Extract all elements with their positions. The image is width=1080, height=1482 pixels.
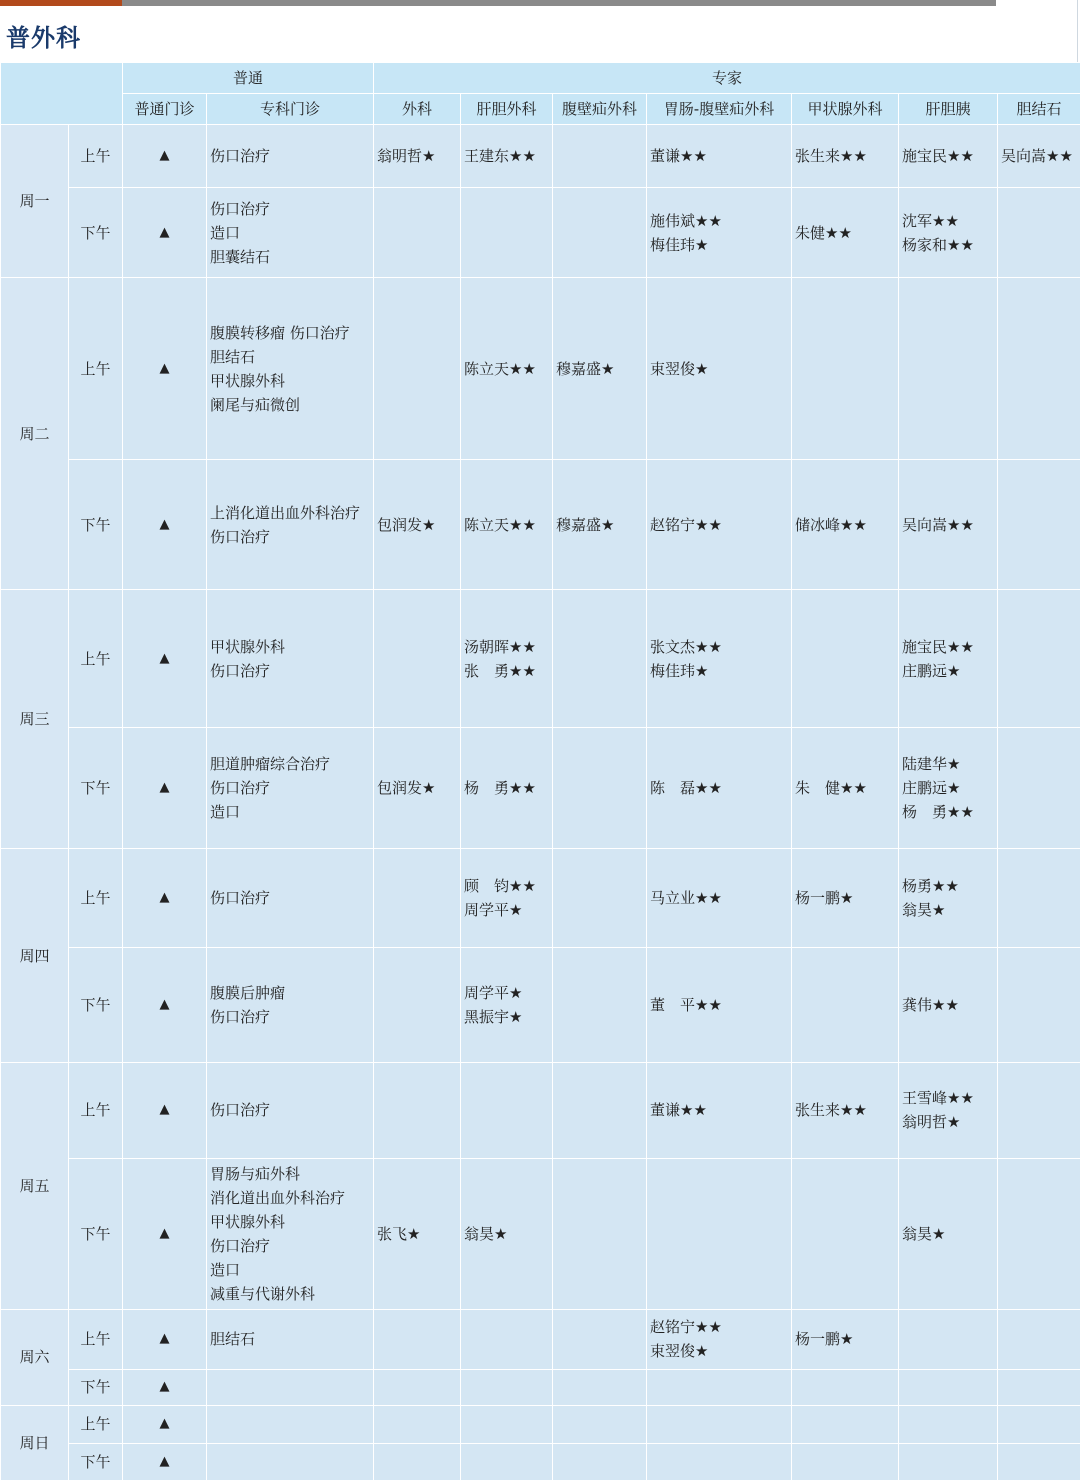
schedule-row [1, 125, 1080, 188]
cell-line: 造口 [210, 803, 241, 822]
general-clinic-marker: ▲ [123, 1309, 207, 1369]
cell-line: 黑振宇★ [464, 1007, 523, 1026]
cell-line: 施宝民★★ [902, 637, 974, 656]
cell-hernia [553, 728, 647, 849]
cell-hepatobiliary [461, 1369, 553, 1405]
cell-gi-hernia [647, 728, 792, 849]
period-label: 下午 [69, 1443, 123, 1480]
cell-hpb [899, 1405, 998, 1443]
cell-line: 杨一鹏★ [795, 1330, 854, 1349]
cell-line: 张文杰★★ [650, 637, 722, 656]
cell-line: 阑尾与疝微创 [210, 395, 301, 414]
cell-hpb [899, 278, 998, 460]
cell-thyroid [792, 1309, 899, 1369]
cell-line: 周学平★ [464, 983, 523, 1002]
general-clinic-marker: ▲ [123, 849, 207, 947]
cell-line: 伤口治疗 [210, 527, 271, 546]
cell-line: 消化道出血外科治疗 [210, 1188, 346, 1207]
cell-line: 杨勇★★ [902, 877, 959, 896]
period-label: 上午 [69, 125, 123, 188]
cell-line: 翁昊★ [464, 1224, 508, 1243]
cell-line: 伤口治疗 [210, 779, 271, 798]
cell-hepatobiliary [461, 1158, 553, 1309]
cell-surgery [374, 1443, 461, 1480]
cell-specialty [207, 849, 374, 947]
schedule-row [1, 1062, 1080, 1158]
header-divider [1077, 0, 1078, 62]
period-label: 上午 [69, 1309, 123, 1369]
cell-hpb [899, 728, 998, 849]
cell-hernia [553, 1443, 647, 1480]
cell-gi-hernia [647, 125, 792, 188]
cell-gallstone [998, 188, 1080, 278]
cell-line: 顾 钧★★ [464, 877, 536, 896]
cell-line: 胆结石 [210, 347, 256, 366]
schedule-table [0, 62, 1080, 1481]
cell-surgery [374, 1309, 461, 1369]
cell-hpb [899, 849, 998, 947]
cell-line: 王雪峰★★ [902, 1089, 974, 1108]
day-label: 周二 [1, 278, 69, 590]
cell-hpb [899, 125, 998, 188]
header-col: 普通门诊 [123, 94, 207, 125]
cell-line: 上消化道出血外科治疗 [210, 503, 361, 522]
cell-line: 汤朝晖★★ [464, 637, 536, 656]
cell-hepatobiliary [461, 947, 553, 1062]
cell-specialty [207, 590, 374, 728]
general-clinic-marker: ▲ [123, 590, 207, 728]
cell-line: 王建东★★ [464, 147, 536, 166]
cell-gi-hernia [647, 947, 792, 1062]
cell-line: 沈军★★ [902, 211, 959, 230]
period-label: 上午 [69, 278, 123, 460]
day-label: 周一 [1, 125, 69, 278]
cell-line: 马立业★★ [650, 889, 722, 908]
cell-hernia [553, 188, 647, 278]
general-clinic-marker: ▲ [123, 1443, 207, 1480]
cell-line: 束翌俊★ [650, 1342, 709, 1361]
general-clinic-marker: ▲ [123, 1405, 207, 1443]
cell-line: 翁昊★ [902, 901, 946, 920]
cell-gallstone [998, 1062, 1080, 1158]
cell-surgery [374, 125, 461, 188]
cell-line: 伤口治疗 [210, 147, 271, 166]
cell-specialty [207, 1158, 374, 1309]
cell-hepatobiliary [461, 1309, 553, 1369]
cell-gi-hernia [647, 1443, 792, 1480]
header-col: 胆结石 [998, 94, 1080, 125]
cell-surgery [374, 188, 461, 278]
cell-thyroid [792, 1369, 899, 1405]
day-label: 周六 [1, 1309, 69, 1405]
schedule-row [1, 728, 1080, 849]
general-clinic-marker: ▲ [123, 728, 207, 849]
cell-specialty [207, 728, 374, 849]
cell-gi-hernia [647, 1309, 792, 1369]
cell-specialty [207, 1369, 374, 1405]
cell-gi-hernia [647, 1062, 792, 1158]
cell-thyroid [792, 947, 899, 1062]
cell-line: 束翌俊★ [650, 359, 709, 378]
cell-line: 张飞★ [377, 1224, 421, 1243]
cell-line: 赵铭宁★★ [650, 515, 722, 534]
cell-line: 胃肠与疝外科 [210, 1164, 301, 1183]
cell-line: 张 勇★★ [464, 661, 536, 680]
cell-thyroid [792, 849, 899, 947]
cell-line: 翁明哲★ [377, 147, 436, 166]
cell-gi-hernia [647, 188, 792, 278]
cell-thyroid [792, 1405, 899, 1443]
cell-gallstone [998, 1443, 1080, 1480]
cell-line: 张生来★★ [795, 147, 867, 166]
cell-gi-hernia [647, 849, 792, 947]
cell-line: 陆建华★ [902, 755, 961, 774]
header-col: 甲状腺外科 [792, 94, 899, 125]
general-clinic-marker: ▲ [123, 125, 207, 188]
header-col: 外科 [374, 94, 461, 125]
header-col: 腹壁疝外科 [553, 94, 647, 125]
period-label: 上午 [69, 1062, 123, 1158]
cell-line: 腹膜后肿瘤 [210, 983, 286, 1002]
period-label: 下午 [69, 947, 123, 1062]
cell-thyroid [792, 125, 899, 188]
cell-line: 杨一鹏★ [795, 889, 854, 908]
cell-hernia [553, 590, 647, 728]
schedule-row [1, 1405, 1080, 1443]
cell-gallstone [998, 849, 1080, 947]
cell-hepatobiliary [461, 278, 553, 460]
cell-gi-hernia [647, 590, 792, 728]
cell-hpb [899, 460, 998, 590]
cell-specialty [207, 278, 374, 460]
cell-line: 穆嘉盛★ [556, 359, 615, 378]
cell-thyroid [792, 278, 899, 460]
cell-thyroid [792, 1062, 899, 1158]
general-clinic-marker: ▲ [123, 1158, 207, 1309]
cell-line: 杨 勇★★ [464, 779, 536, 798]
header-col: 肝胆胰 [899, 94, 998, 125]
cell-hpb [899, 1369, 998, 1405]
cell-gallstone [998, 728, 1080, 849]
cell-specialty [207, 460, 374, 590]
cell-line: 伤口治疗 [210, 1007, 271, 1026]
cell-gallstone [998, 1309, 1080, 1369]
cell-surgery [374, 460, 461, 590]
header-group-expert: 专家 [374, 63, 1080, 94]
cell-line: 造口 [210, 1260, 241, 1279]
period-label: 上午 [69, 590, 123, 728]
period-label: 下午 [69, 728, 123, 849]
cell-line: 胆道肿瘤综合治疗 [210, 755, 331, 774]
cell-line: 翁昊★ [902, 1224, 946, 1243]
cell-hepatobiliary [461, 590, 553, 728]
cell-surgery [374, 849, 461, 947]
cell-hepatobiliary [461, 125, 553, 188]
header-col: 胃肠-腹壁疝外科 [647, 94, 792, 125]
cell-line: 庄鹏远★ [902, 779, 961, 798]
general-clinic-marker: ▲ [123, 947, 207, 1062]
cell-hernia [553, 947, 647, 1062]
cell-hpb [899, 590, 998, 728]
cell-gallstone [998, 1405, 1080, 1443]
general-clinic-marker: ▲ [123, 460, 207, 590]
top-accent-bar [0, 0, 122, 6]
cell-line: 吴向嵩★★ [902, 515, 974, 534]
cell-hepatobiliary [461, 1405, 553, 1443]
cell-surgery [374, 278, 461, 460]
cell-hernia [553, 278, 647, 460]
general-clinic-marker: ▲ [123, 188, 207, 278]
cell-hepatobiliary [461, 728, 553, 849]
schedule-row [1, 1158, 1080, 1309]
cell-line: 伤口治疗 [210, 1236, 271, 1255]
cell-line: 龚伟★★ [902, 995, 959, 1014]
cell-gi-hernia [647, 1405, 792, 1443]
cell-hpb [899, 1443, 998, 1480]
cell-hernia [553, 125, 647, 188]
cell-specialty [207, 1309, 374, 1369]
schedule-body [1, 125, 1080, 1481]
schedule-row [1, 947, 1080, 1062]
cell-hernia [553, 1405, 647, 1443]
cell-line: 朱 健★★ [795, 779, 867, 798]
header-group-general: 普通 [123, 63, 374, 94]
top-progress-bar [0, 0, 996, 6]
cell-specialty [207, 947, 374, 1062]
cell-thyroid [792, 590, 899, 728]
schedule-row [1, 1309, 1080, 1369]
cell-line: 储冰峰★★ [795, 515, 867, 534]
page-title: 普外科 [6, 24, 81, 52]
cell-specialty [207, 1443, 374, 1480]
cell-surgery [374, 947, 461, 1062]
cell-line: 胆结石 [210, 1330, 256, 1349]
header-col: 肝胆外科 [461, 94, 553, 125]
cell-hepatobiliary [461, 1062, 553, 1158]
cell-surgery [374, 1405, 461, 1443]
cell-hernia [553, 849, 647, 947]
day-label: 周四 [1, 849, 69, 1062]
cell-line: 陈 磊★★ [650, 779, 722, 798]
cell-hepatobiliary [461, 1443, 553, 1480]
cell-line: 董谦★★ [650, 147, 707, 166]
cell-line: 陈立天★★ [464, 515, 536, 534]
cell-thyroid [792, 1158, 899, 1309]
cell-line: 周学平★ [464, 901, 523, 920]
cell-line: 甲状腺外科 [210, 1212, 286, 1231]
cell-line: 胆囊结石 [210, 247, 271, 266]
cell-line: 穆嘉盛★ [556, 515, 615, 534]
cell-hepatobiliary [461, 460, 553, 590]
cell-hernia [553, 460, 647, 590]
cell-specialty [207, 125, 374, 188]
cell-gallstone [998, 947, 1080, 1062]
schedule-row [1, 188, 1080, 278]
schedule-row [1, 1369, 1080, 1405]
cell-gi-hernia [647, 1158, 792, 1309]
cell-line: 梅佳玮★ [650, 235, 709, 254]
cell-line: 伤口治疗 [210, 661, 271, 680]
cell-hepatobiliary [461, 849, 553, 947]
cell-line: 赵铭宁★★ [650, 1318, 722, 1337]
cell-line: 杨家和★★ [902, 235, 974, 254]
day-label: 周日 [1, 1405, 69, 1480]
cell-hpb [899, 1309, 998, 1369]
cell-line: 甲状腺外科 [210, 371, 286, 390]
cell-line: 包润发★ [377, 515, 436, 534]
cell-surgery [374, 1369, 461, 1405]
cell-line: 伤口治疗 [210, 1101, 271, 1120]
cell-hpb [899, 1062, 998, 1158]
cell-line: 梅佳玮★ [650, 661, 709, 680]
cell-gallstone [998, 1369, 1080, 1405]
cell-hernia [553, 1309, 647, 1369]
cell-line: 庄鹏远★ [902, 661, 961, 680]
schedule-row [1, 590, 1080, 728]
cell-hernia [553, 1158, 647, 1309]
cell-thyroid [792, 1443, 899, 1480]
cell-gi-hernia [647, 460, 792, 590]
cell-thyroid [792, 728, 899, 849]
schedule-row [1, 849, 1080, 947]
cell-gallstone [998, 590, 1080, 728]
cell-line: 翁明哲★ [902, 1113, 961, 1132]
cell-line: 造口 [210, 223, 241, 242]
cell-hpb [899, 947, 998, 1062]
general-clinic-marker: ▲ [123, 1062, 207, 1158]
schedule-row [1, 460, 1080, 590]
cell-gi-hernia [647, 1369, 792, 1405]
cell-hernia [553, 1369, 647, 1405]
cell-thyroid [792, 460, 899, 590]
cell-hpb [899, 188, 998, 278]
schedule-row [1, 1443, 1080, 1480]
cell-line: 朱健★★ [795, 223, 852, 242]
cell-gi-hernia [647, 278, 792, 460]
cell-line: 施伟斌★★ [650, 211, 722, 230]
cell-line: 董谦★★ [650, 1101, 707, 1120]
cell-gallstone [998, 125, 1080, 188]
cell-line: 杨 勇★★ [902, 803, 974, 822]
header-corner [1, 63, 123, 125]
cell-line: 减重与代谢外科 [210, 1284, 316, 1303]
cell-specialty [207, 188, 374, 278]
cell-hernia [553, 1062, 647, 1158]
header-col: 专科门诊 [207, 94, 374, 125]
cell-specialty [207, 1062, 374, 1158]
cell-line: 伤口治疗 [210, 889, 271, 908]
day-label: 周五 [1, 1062, 69, 1309]
period-label: 下午 [69, 1369, 123, 1405]
period-label: 下午 [69, 188, 123, 278]
cell-line: 吴向嵩★★ [1001, 147, 1073, 166]
cell-line: 张生来★★ [795, 1101, 867, 1120]
cell-line: 腹膜转移瘤 伤口治疗 [210, 323, 350, 342]
schedule-row [1, 278, 1080, 460]
cell-gallstone [998, 278, 1080, 460]
cell-specialty [207, 1405, 374, 1443]
general-clinic-marker: ▲ [123, 1369, 207, 1405]
period-label: 下午 [69, 1158, 123, 1309]
cell-line: 包润发★ [377, 779, 436, 798]
general-clinic-marker: ▲ [123, 278, 207, 460]
period-label: 下午 [69, 460, 123, 590]
cell-line: 陈立天★★ [464, 359, 536, 378]
cell-hpb [899, 1158, 998, 1309]
cell-gallstone [998, 460, 1080, 590]
cell-thyroid [792, 188, 899, 278]
cell-line: 伤口治疗 [210, 199, 271, 218]
cell-line: 董 平★★ [650, 995, 722, 1014]
cell-line: 施宝民★★ [902, 147, 974, 166]
day-label: 周三 [1, 590, 69, 849]
period-label: 上午 [69, 849, 123, 947]
cell-surgery [374, 590, 461, 728]
cell-line: 甲状腺外科 [210, 637, 286, 656]
cell-gallstone [998, 1158, 1080, 1309]
cell-hepatobiliary [461, 188, 553, 278]
cell-surgery [374, 1158, 461, 1309]
cell-surgery [374, 1062, 461, 1158]
period-label: 上午 [69, 1405, 123, 1443]
cell-surgery [374, 728, 461, 849]
